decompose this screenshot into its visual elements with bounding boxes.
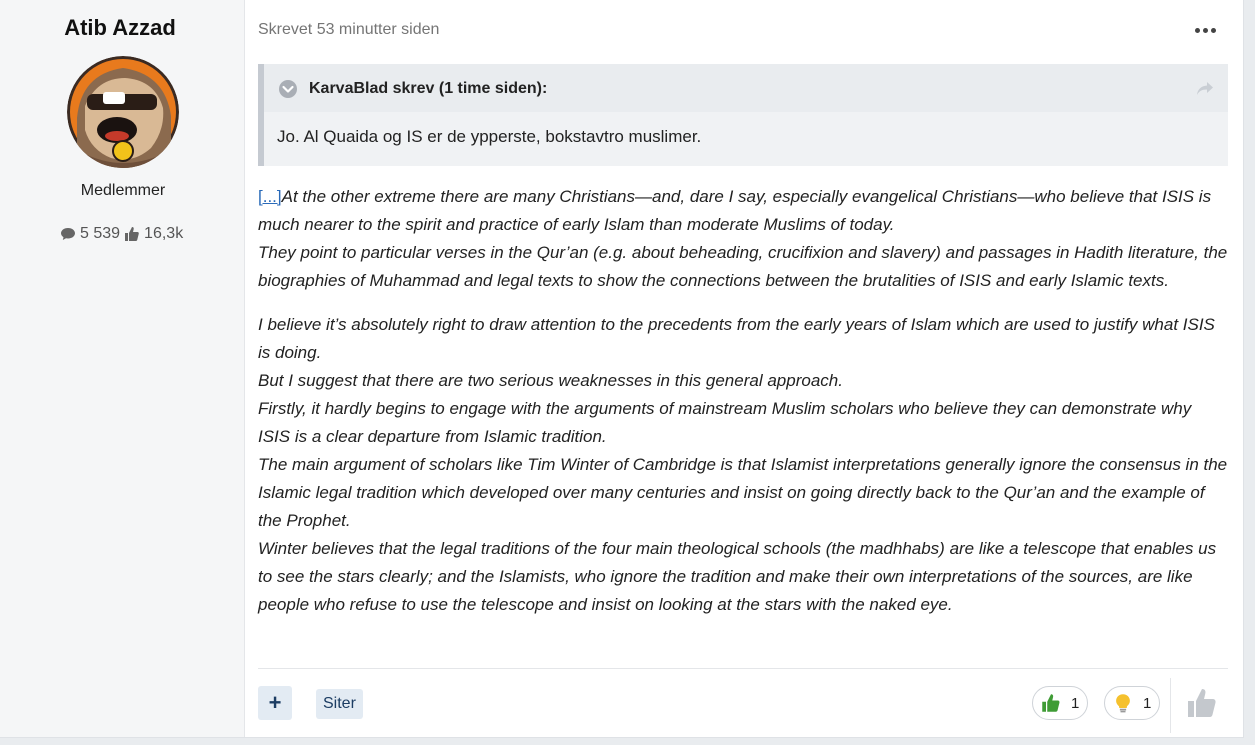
chevron-down-icon[interactable] (278, 79, 298, 99)
quote-citation[interactable]: KarvaBlad skrev (1 time siden): (309, 80, 548, 97)
body-text: Winter believes that the legal traditions of the four main theological schools (the madhhabs) are like a telescope that enables us to see the stars clearly; and the Islamists, who ignore the tradition and make their own interpretations of the sources, are like people who refuse to use the telescope and insist on looking at the stars with the naked eye. (258, 539, 1217, 614)
post-body (258, 183, 1228, 635)
thumbs-up-icon (1041, 693, 1061, 713)
more-options-icon[interactable] (1195, 24, 1219, 36)
react-thumbs-up-icon[interactable] (1186, 687, 1218, 719)
reputation-count: 16,3k (144, 225, 184, 242)
quote-header (264, 64, 1228, 112)
multiquote-add-button[interactable]: + (258, 686, 292, 720)
body-text: They point to particular verses in the Qur’an (e.g. about beheading, crucifixion and slavery) and passages in Hadith literature, the biographies of Muhammad and legal texts to show the connections between the brutalities of ISIS and early Islamic texts. (258, 243, 1228, 290)
body-text: But I suggest that there are two serious weaknesses in this general approach. (258, 371, 843, 390)
quote-block (258, 64, 1228, 166)
like-reaction[interactable] (1032, 686, 1088, 720)
body-text: Firstly, it hardly begins to engage with the arguments of mainstream Muslim scholars who believe they can demonstrate why ISIS is a clear departure from Islamic tradition. (258, 399, 1192, 446)
body-text: I believe it’s absolutely right to draw attention to the precedents from the early years of Islam which are used to justify what ISIS is doing. (258, 315, 1215, 362)
posts-count: 5 539 (80, 225, 121, 242)
body-paragraph-2 (258, 311, 1228, 619)
quote-button[interactable]: Siter (316, 689, 363, 719)
comment-icon (60, 227, 76, 241)
insight-reaction[interactable] (1104, 686, 1160, 720)
member-group: Medlemmer (80, 182, 166, 199)
quote-source-link[interactable]: [...] (258, 187, 282, 206)
like-count: 1 (1071, 694, 1080, 712)
thumbs-up-icon (124, 226, 140, 242)
author-panel (0, 0, 245, 737)
author-name[interactable]: Atib Azzad (64, 15, 176, 40)
post-date[interactable]: Skrevet 53 minutter siden (258, 21, 440, 38)
footer-divider (258, 668, 1228, 669)
avatar[interactable] (67, 56, 179, 168)
body-text: At the other extreme there are many Christians—and, dare I say, especially evangelical Christians—who believe that ISIS is much nearer to the spirit and practice of early Islam than moderate Muslims of today. (258, 187, 1212, 234)
quote-text: Jo. Al Quaida og IS er de ypperste, bokstavtro muslimer. (277, 127, 702, 146)
author-stats (60, 225, 183, 243)
reaction-divider (1170, 678, 1171, 733)
insight-count: 1 (1143, 694, 1152, 712)
body-paragraph-1 (258, 183, 1228, 295)
share-icon[interactable] (1196, 81, 1214, 97)
lightbulb-icon (1113, 693, 1133, 713)
body-text: The main argument of scholars like Tim Winter of Cambridge is that Islamist interpretations generally ignore the consensus in the Islamic legal tradition which developed over many centuries and insist on going directly back to the Qur’an and the example of the Prophet. (258, 455, 1228, 530)
